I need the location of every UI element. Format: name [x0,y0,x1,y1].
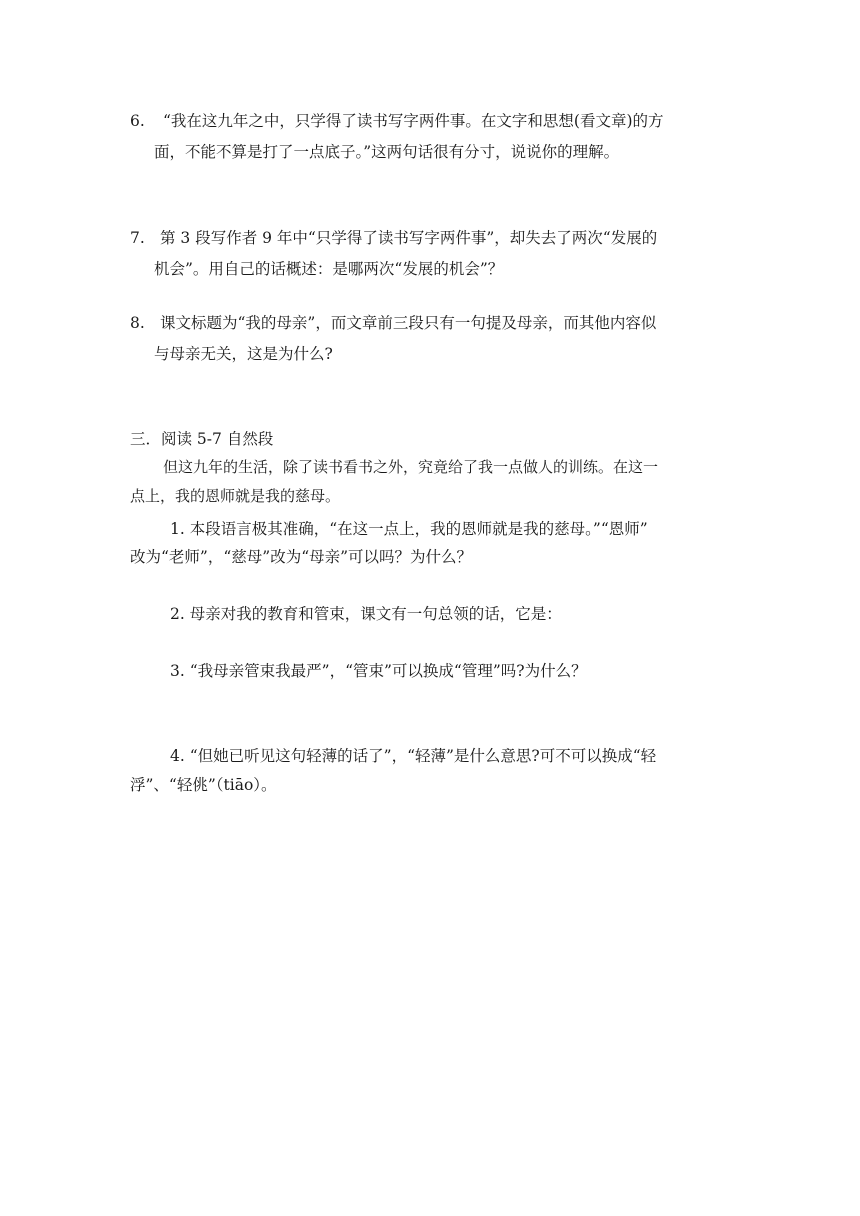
section-3-heading: 三．阅读 5-7 自然段 [130,430,274,448]
section-3-item-4-line-1: 4. “但她已听见这句轻薄的话了”，“轻薄”是什么意思?可不可以换成“轻 [170,747,657,765]
section-3-item-2: 2. 母亲对我的教育和管束，课文有一句总领的话，它是： [170,605,562,623]
excerpt-line-1: 但这九年的生活，除了读书看书之外，究竟给了我一点做人的训练。在这一 [163,458,659,476]
question-8-number: 8. [130,314,145,332]
question-7-number: 7. [130,229,145,247]
question-6-number: 6. [130,112,145,130]
question-7-line-2: 机会”。用自己的话概述：是哪两次“发展的机会”？ [154,260,504,278]
section-3-item-4-line-2: 浮”、“轻佻”（tiāo）。 [130,776,277,794]
question-7-line-1: 第 3 段写作者 9 年中“只学得了读书写字两件事”，却失去了两次“发展的 [160,229,658,247]
question-6-line-2: 面，不能不算是打了一点底子。”这两句话很有分寸，说说你的理解。 [154,143,620,161]
question-8-line-2: 与母亲无关，这是为什么? [154,345,333,363]
question-8-line-1: 课文标题为“我的母亲”，而文章前三段只有一句提及母亲，而其他内容似 [160,314,657,332]
excerpt-line-2: 点上，我的恩师就是我的慈母。 [130,487,341,505]
section-3-item-1-line-1: 1. 本段语言极其准确，“在这一点上，我的恩师就是我的慈母。”“恩师” [170,520,648,538]
section-3-item-1-line-2: 改为“老师”，“慈母”改为“母亲”可以吗？为什么？ [130,548,473,566]
section-3-item-3: 3. “我母亲管束我最严”，“管束”可以换成“管理”吗?为什么？ [170,662,587,680]
question-6-line-1: “我在这九年之中，只学得了读书写字两件事。在文字和思想(看文章)的方 [163,112,664,130]
